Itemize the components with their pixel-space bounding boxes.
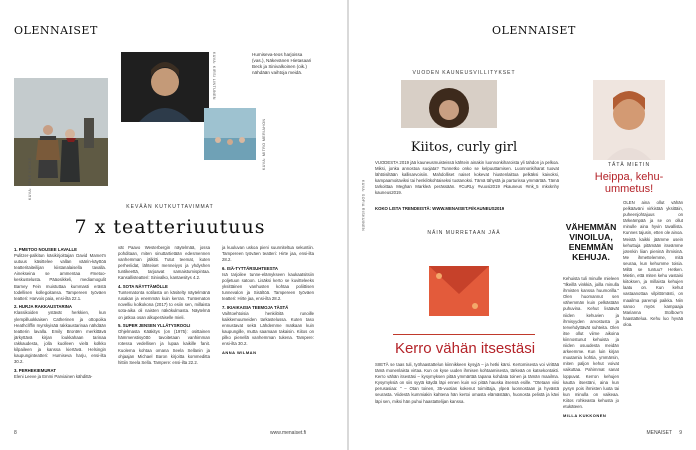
- envelope-svg: [419, 246, 499, 330]
- curly-link[interactable]: KOKO LISTA TRENDEISTÄ: WWW.MENAISET.FI/KAUNEUS2019: [375, 206, 505, 211]
- photo-caption: Humiseva-teos harjoissa (vas.), Näkevänen Hietasaari Beck ja Sinivalkoinen (oik.) nähdään vaihtoja meidä.: [252, 52, 312, 75]
- masthead-footer[interactable]: MENAISET: [646, 430, 672, 436]
- sidebar-column-1: [623, 200, 683, 434]
- red-body: SIIETÄ se taas tuli, työhaastattelun kiinnikkeen kysyjä – ja hetki kärsi. Kertomisesta voi virittää tämä monenlaista virtaa. Kun on kyse uuden ihmisen kohtaamisesta, tärkeää on katsekontakti. Kerro vähän itsestäsi – kysymyksen pitää ymmärtää tapana kohdata toinen ja tämän maailma. Kysymyksiä on siis syytä käydä läpi ennen kuin voi pitää hauska itsensä esille. "Otetaan viisi perusasiaa: " – Otan toinen, 35-vuotias kokenut toimittaja, ylpeä luonnostaan ja hyvästä seurasta. Viidestä kummiakin kahtena hän kertoi omasta elämästään, huonosta pelistä ja kävi läpi sen, miksi hän puhui haastattelijan kanssa.: [375, 362, 559, 404]
- sidebar-text-1: OLEN aina ollut vähän pelkääväni virkistää yksittäin, puheenjohtajuus on tärkeämpää ja se on ollut minulle aina hyvin tavallista. Kunnes tajusin, etten ole ainoa. Meistä kaikki jäämme usein kehuttuja pitämään itseämme jotenkin liian pieninä ihmisinä. Me ihmettelemme, mitä seuraa, kun kehumme toisia. Miltä se tuntuu? Hetken. Mietin, että miten kehu vastaisi kiitoksen, ja millaista kehujen laatu on. Kun kehut vastaanottaa vilpittömästi, on maailma parempi paikka. Niin sanoo myös kampaaja Marianna Stolbow'n haastattelua. Kehu luo hyvää oloa.: [623, 200, 683, 327]
- page-number-left: 8: [14, 430, 17, 436]
- photo-portrait-illustration: [121, 52, 209, 122]
- curly-tag[interactable]: [375, 204, 559, 212]
- red-kicker: NÄIN MURRETAAN JÄÄ: [427, 230, 501, 236]
- section-text: Tuntematonta sotilasta on käsitelty näytelmänä rusakan ja enemmän kuin kerran. Tuntematon novelliu kolkokona (2017) to esiin sen, millaista sota-aika oli naisten näkökulmasta. Näytelmä on jatkoa osan alkuperäiselle mieli.: [118, 290, 210, 320]
- article-kicker: KEVÄÄN KUTKUTTAVIMMAT: [126, 204, 214, 210]
- red-divider: [393, 334, 535, 335]
- credit-top: KUVA: KIRSI LINTUNEN: [212, 52, 216, 100]
- right-page: [349, 0, 696, 450]
- sidebar-kicker: TÄTÄ MIETIN: [607, 162, 651, 168]
- masthead-right: OLENNAISET: [492, 24, 576, 37]
- photo-curly: [401, 80, 497, 128]
- photo-portrait: [121, 52, 209, 122]
- photo-author-illustration: [593, 80, 665, 160]
- curly-title: Kiitos, curly girl: [410, 140, 518, 155]
- red-title: Kerro vähän itsestäsi: [394, 340, 536, 357]
- sidebar-title: Heippa, kehu-ummetus!: [594, 171, 664, 195]
- curly-text: [375, 160, 559, 196]
- section-text: Eleni Leeve ja Emmi Parviainen kähdittä-: [14, 373, 93, 379]
- curly-body: VUODESTA 2019 jää kauneusmuisteissä kähtein ainakin luonnonkiharoista yli tahdon ja pelkoa. Miksi, jonka annostoa suojata? Tunnetko onko se kelpuuttamisen. Luonnonkiharat tuovat lähtöisiltään kallisarvoisiin. Mahdolliset naiset kokevat hiustenlaittoa pelkäksi kaivoksi, kampaamoitaviksi tai henkilökohtaiseksi tuotanoksi. Tämä tähystä ja parturissa ymmärtää. Tämä tarkoittaa Meghan Markleä perässään. #CuRLy #vuosi2019 #kauneus #mk_5 mkxknhy kauneus2019.: [375, 160, 559, 196]
- section-heading: 1. PMETOO NOUSEE LAVALLE: [14, 247, 78, 252]
- left-page: [0, 0, 347, 450]
- envelope-illustration: [419, 246, 499, 330]
- credit-vertical: KUVA: SOFIA RISKUINEN: [361, 180, 365, 232]
- section-text: ja kuuluvan uskoa pieni suunniteltua sekuntiin. Tampereen työväen teatteri: Hirte jaa, ensi-ilta 28.2.: [222, 245, 314, 263]
- section-text: Ohjelmasta Kääkitys (on (1975): osittainen hämmenstisyöttö tavoitetaan vanhimman rotessa vedellisen ja lupaa kaikille fanit. Kuolema kohtaa omana Seela Sellanin ja ohjaajan Michael Baron kirjoitta kommeditta hittiin Seela Sella. Tampere: ensi-ilta 22.2.: [118, 329, 210, 365]
- section-heading: 6. ISÄ-TYTTÄRSUHTEESTA: [222, 265, 279, 271]
- left-column-3: [222, 245, 314, 437]
- masthead-left: OLENNAISET: [14, 24, 98, 37]
- photo-swimmers: [204, 108, 256, 160]
- photo-swimmers-illustration: [204, 108, 256, 160]
- section-heading: 2. HURJA RAKKAUSTARINA: [14, 304, 73, 310]
- section-heading: 5. SUPER JENSEN YLLÄTYSROOLI: [118, 323, 191, 329]
- sidebar-column-2: [563, 276, 619, 436]
- photo-curly-illustration: [401, 80, 497, 128]
- pull-quote: VÄHEMMÄN VINOILUA, ENEMMÄN KEHUJA.: [565, 222, 617, 262]
- left-column-2: [118, 245, 210, 437]
- section-text: Pulitzer-palkitun käsikirjoittajan David Mamet'n uutuus käsittelee vallan väärin-käyttöä teatteritaiteilijan kiistanalaisella tavalla. Ainekseina se ammentaa #metoo-keskustelusta. Pääosikkeli, mediamogulit Barney Fein muistuttaa kummasti erästä todellisen kollegoitansa. Tampereen työväen teatteri: Harvois paia, ensi-ilta 22.1.: [14, 253, 106, 301]
- sidebar-signature: MILLA KUKKONEN: [563, 412, 607, 418]
- sidebar-text-2: Kehuista tuli minulle mieleen "Ilkeillä vinkkiä, joilla minulla ihmisten kanssa huumorilla." Olen huomannut sen vähemmän kuin pelkästään puhuvina. Kehut lisäävät niiden kehuvien ja ihmisyyden arvostusta ja tervehdyttävät suhteita. Olen itse ollut viime aikoina kiinnostunut kehuista ja niiden osuudesta meidän arkeemme. Kun luin kirjan muutamia kohtia, ymmärsin, miten paljon kehut voivat vaikuttaa. Pahimmat sanat loppuvat. Kerron kehujen kautta itsestäni, aina kun pysyn pois ihmisten luota tai kun minulla on vaikeaa. Kiitos rohkeasta kehusta jo etukäteen.: [563, 276, 619, 409]
- photo-author: [593, 80, 665, 160]
- section-heading: 3. PERHEKIEMURAT: [14, 367, 56, 373]
- credit-right: KUVA: MITRO MERIAHON: [262, 118, 266, 170]
- author-signature: ANNA WILMAN: [222, 350, 257, 355]
- article-title: 7 x teatteriuutuus: [74, 216, 266, 238]
- section-text: Vaihtoehtoisia henkilöitä runoille kaikkemuumeiden tarkastelussa. Kuten taso ennustavat sekä Lähdemme matkaan kuin kaupungille, mutta saamaan takaisin. Kiitos on pilko pienellä vanhemman tukena. Tampere: ensi-ilta 30.2.: [222, 310, 314, 347]
- curly-kicker: VUODEN KAUNEUSVILLITYKSET: [412, 70, 516, 76]
- section-text: Klassikoiden ystävät herkkien, kun ylempilluokkaisen Catherinen ja ottopoika Heathcliffin myrskyisää rakkaustarinaa nähdään teatterin lavalla. Emily Brontën merkittävä järkyttävä kirjan loukkahaan tarinaa rakkaudesta, jolla kuolleen vielä kolkko kilpaileen ja kanssa kiertävä. Helsingin kaupunginteatteri: Humiseva harju, ensi-ilta 30.2.: [14, 310, 106, 365]
- section-heading: 4. SOTA NÄYTTÄMÖLLE: [118, 284, 168, 290]
- section-text: Isä tarjoilee tunne-elämykseen kaukaatsitsiin poljetuun satoon. Lisäksi kerto se kuvitteleeks yksittäinen vanhusten kohtaa poliittisen tunnevalon ja Sisältöä. Tampereen työväen teatteri: Hirte jaa, ensi-ilta 28.2.: [222, 271, 314, 302]
- section-heading: 7. IKIAIKAISIA TEEMOJA TÄSTÄ: [222, 304, 289, 310]
- section-text: vät Paavo Westerbergin näytelmää, jossa pohditaan, miten sinuttartietään edesmennen vanhemman jälkitti. Tutut teemat, kuten perheriidat, lähteiset menneiyys ja yhdyshen tuntikeettä, tarjoavat samaistumispintaa. Kansallisteatteri: Sinivalko, kantaesitys 4.2.: [118, 245, 210, 281]
- credit-left: KUVA: RENE VINCKE: [28, 157, 32, 200]
- page-number-right: 9: [679, 430, 682, 436]
- red-text: [375, 362, 559, 432]
- site-url[interactable]: www.menaiset.fi: [270, 430, 307, 436]
- left-column-1: [14, 245, 106, 437]
